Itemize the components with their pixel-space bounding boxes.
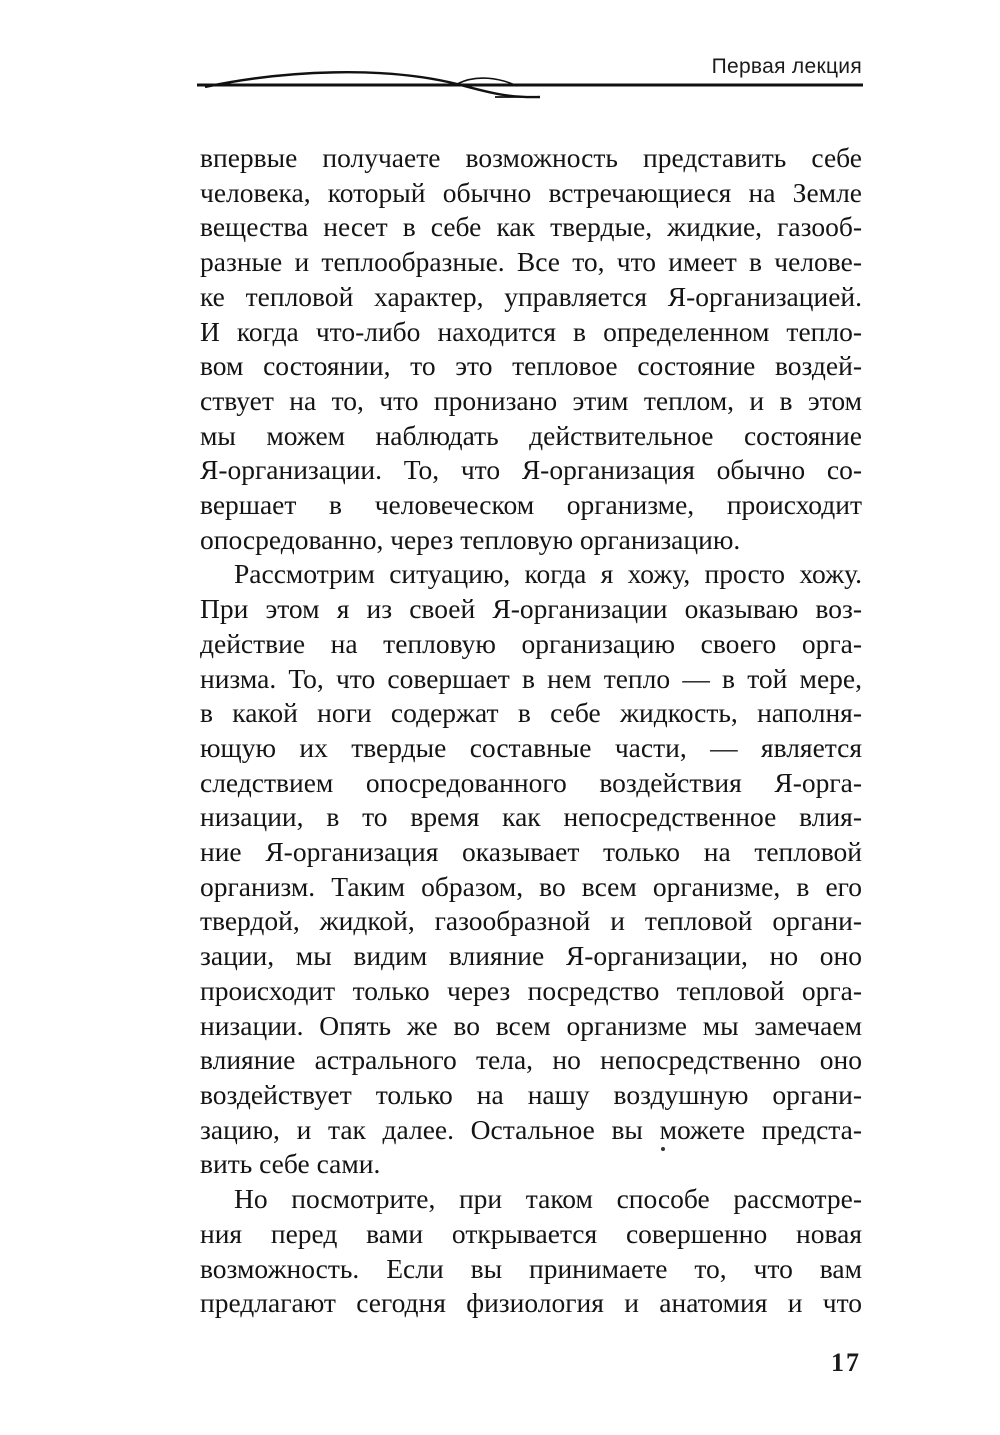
text-line: воздействует только на нашу воздушную органи- <box>200 1078 862 1110</box>
text-line: следствием опосредованного воздействия Я-орга- <box>200 766 862 798</box>
paragraph-3 <box>200 1182 862 1321</box>
text-line: вом состоянии, то это тепловое состояние воздей- <box>200 350 862 382</box>
text-line: в какой ноги содержат в себе жидкость, наполня- <box>200 697 862 729</box>
text-line: ния перед вами открывается совершенно новая <box>200 1217 862 1249</box>
text-line: низации, в то время как непосредственное влия- <box>200 801 862 833</box>
text-line: ствует на то, что пронизано этим теплом, и в этом <box>200 384 862 416</box>
text-line: вещества несет в себе как твердые, жидкие, газооб- <box>200 211 862 243</box>
text-line: ние Я-организация оказывает только на тепловой <box>200 836 862 868</box>
text-line: ке тепловой характер, управляется Я-организацией. <box>200 280 862 312</box>
text-line: действие на тепловую организацию своего орга- <box>200 627 862 659</box>
text-line: Я-организации. То, что Я-организация обычно со- <box>200 454 862 486</box>
text-line: Но посмотрите, при таком способе рассмотре- <box>234 1183 862 1215</box>
text-line: зацию, и так далее. Остальное вы можете предста- <box>200 1113 862 1145</box>
text-line: происходит только через посредство тепловой орга- <box>200 974 862 1006</box>
text-line: ющую их твердые составные части, — является <box>200 731 862 763</box>
text-line: впервые получаете возможность представить себе <box>200 142 862 173</box>
paragraph-2 <box>200 557 862 1182</box>
page-number: 17 <box>831 1348 861 1377</box>
print-speck <box>661 1147 665 1151</box>
ornamental-rule <box>195 64 865 104</box>
text-line: организм. Таким образом, во всем организме, в его <box>200 870 862 902</box>
text-line: При этом я из своей Я-организации оказываю воз- <box>200 593 862 625</box>
text-line: вершает в человеческом организме, происходит <box>200 489 862 521</box>
text-line: опосредованно, через тепловую организацию. <box>200 523 741 555</box>
text-line: мы можем наблюдать действительное состояние <box>200 419 862 451</box>
text-line: разные и теплообразные. Все то, что имеет в челове- <box>200 246 862 278</box>
paragraph-1 <box>200 141 862 557</box>
text-line: вить себе сами. <box>200 1148 381 1180</box>
running-head-title: Первая лекция <box>711 55 862 78</box>
text-line: твердой, жидкой, газообразной и тепловой органи- <box>200 905 862 937</box>
text-line: зации, мы видим влияние Я-организации, но оно <box>200 940 862 972</box>
text-line: Рассмотрим ситуацию, когда я хожу, просто хожу. <box>234 558 862 590</box>
text-line: возможность. Если вы принимаете то, что вам <box>200 1252 862 1284</box>
text-line: И когда что-либо находится в определенном тепло- <box>200 315 862 347</box>
text-line: предлагают сегодня физиология и анатомия и что <box>200 1287 862 1319</box>
text-line: низации. Опять же во всем организме мы замечаем <box>200 1009 862 1041</box>
text-line: влияние астрального тела, но непосредственно оно <box>200 1044 862 1076</box>
text-line: человека, который обычно встречающиеся на Земле <box>200 176 862 208</box>
body-text <box>200 141 862 1321</box>
text-line: низма. То, что совершает в нем тепло — в той мере, <box>200 662 862 694</box>
